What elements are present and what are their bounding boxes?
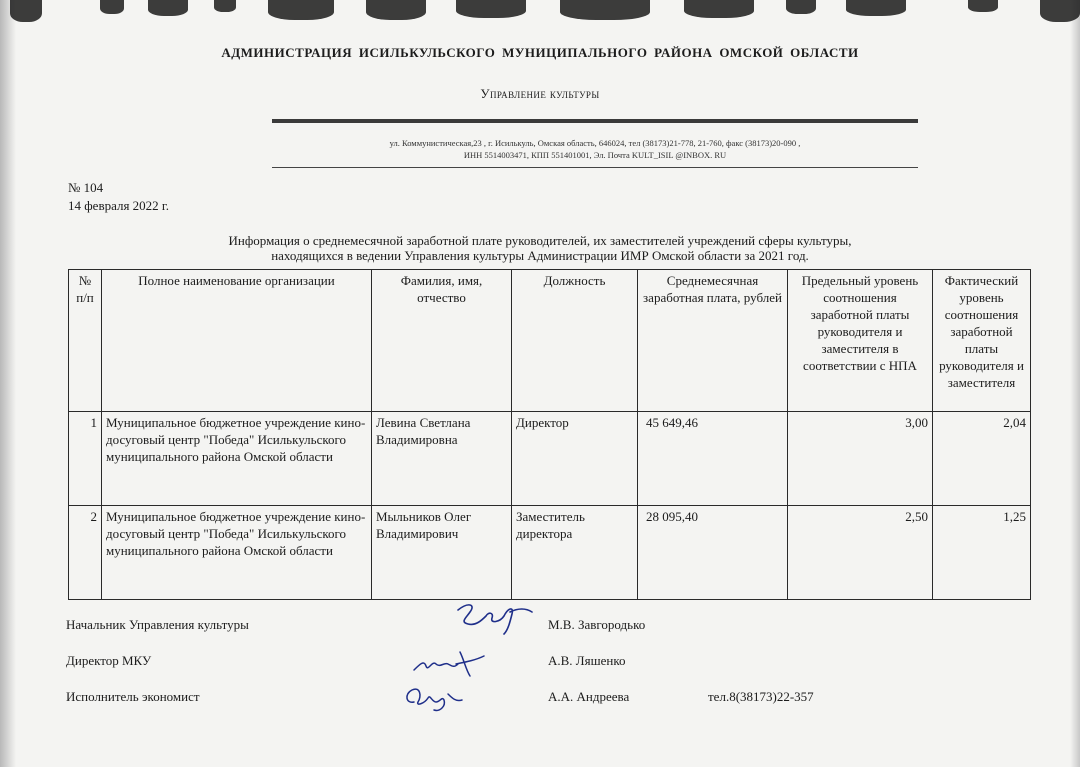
cell-organization: Муниципальное бюджетное учреждение кино-досуговый центр "Победа" Исилькульского муниципального района Омской области — [102, 412, 372, 506]
col-header-limit-ratio: Предельный уровень соотношения заработной платы руководителя и заместителя в соответствии с НПА — [788, 270, 933, 412]
col-header-salary: Среднемесячная заработная плата, рублей — [638, 270, 788, 412]
cell-limit-ratio: 3,00 — [788, 412, 933, 506]
col-header-actual-ratio: Фактический уровень соотношения заработной платы руководителя и заместителя — [933, 270, 1031, 412]
cell-limit-ratio: 2,50 — [788, 506, 933, 600]
col-header-full-name: Фамилия, имя, отчество — [372, 270, 512, 412]
cell-position: Директор — [512, 412, 638, 506]
col-header-organization: Полное наименование организации — [102, 270, 372, 412]
address-block — [272, 137, 918, 161]
scan-edge-left — [0, 0, 16, 767]
signer-2-name: А.В. Ляшенко — [548, 653, 626, 668]
table-row — [69, 412, 1031, 506]
cell-number: 2 — [69, 506, 102, 600]
heading-line-1: Информация о среднемесячной заработной плате руководителей, их заместителей учреждений сферы культуры, — [228, 233, 852, 248]
signer-2-title: Директор МКУ — [66, 653, 152, 668]
address-line-2: ИНН 5514003471, КПП 551401001, Эл. Почта KULT_ISIL @INBOX. RU — [463, 150, 727, 160]
address-line-1: ул. Коммунистическая,23 , г. Исилькуль, Омская область, 646024, тел (38173)21-778, 21-760, факс (38173)20-090 , — [389, 138, 801, 148]
cell-actual-ratio: 2,04 — [933, 412, 1031, 506]
col-header-position: Должность — [512, 270, 638, 412]
table-row — [69, 506, 1031, 600]
signer-3-title: Исполнитель экономист — [66, 689, 200, 704]
document-heading — [100, 233, 980, 263]
handwritten-signature-3 — [400, 680, 480, 716]
document-date: 14 февраля 2022 г. — [68, 198, 170, 213]
cell-salary: 28 095,40 — [638, 506, 788, 600]
handwritten-signature-1 — [448, 598, 538, 638]
scan-edge-right — [1070, 0, 1080, 767]
cell-full-name: Левина Светлана Владимировна — [372, 412, 512, 506]
signer-3-name: А.А. Андреева — [548, 689, 630, 704]
scan-top-marks — [0, 0, 1080, 26]
document-number: № 104 — [68, 180, 104, 195]
table-header-row — [69, 270, 1031, 412]
heading-line-2: находящихся в ведении Управления культуры Администрации ИМР Омской области за 2021 год. — [271, 248, 809, 263]
cell-salary: 45 649,46 — [638, 412, 788, 506]
signer-1-name: М.В. Завгородько — [548, 617, 646, 632]
cell-actual-ratio: 1,25 — [933, 506, 1031, 600]
cell-number: 1 — [69, 412, 102, 506]
department-name: Управление культуры — [480, 86, 600, 101]
signer-1-title: Начальник Управления культуры — [66, 617, 249, 632]
handwritten-signature-2 — [410, 646, 490, 682]
cell-position: Заместитель директора — [512, 506, 638, 600]
header-divider-thick — [272, 119, 918, 123]
col-header-number: № п/п — [69, 270, 102, 412]
cell-organization: Муниципальное бюджетное учреждение кино-досуговый центр "Победа" Исилькульского муниципального района Омской области — [102, 506, 372, 600]
contact-phone: тел.8(38173)22-357 — [708, 689, 814, 704]
salary-table — [68, 269, 1031, 600]
header-divider-thin — [272, 167, 918, 168]
org-title: АДМИНИСТРАЦИЯ ИСИЛЬКУЛЬСКОГО МУНИЦИПАЛЬНОГО РАЙОНА ОМСКОЙ ОБЛАСТИ — [221, 45, 859, 60]
cell-full-name: Мыльников Олег Владимирович — [372, 506, 512, 600]
